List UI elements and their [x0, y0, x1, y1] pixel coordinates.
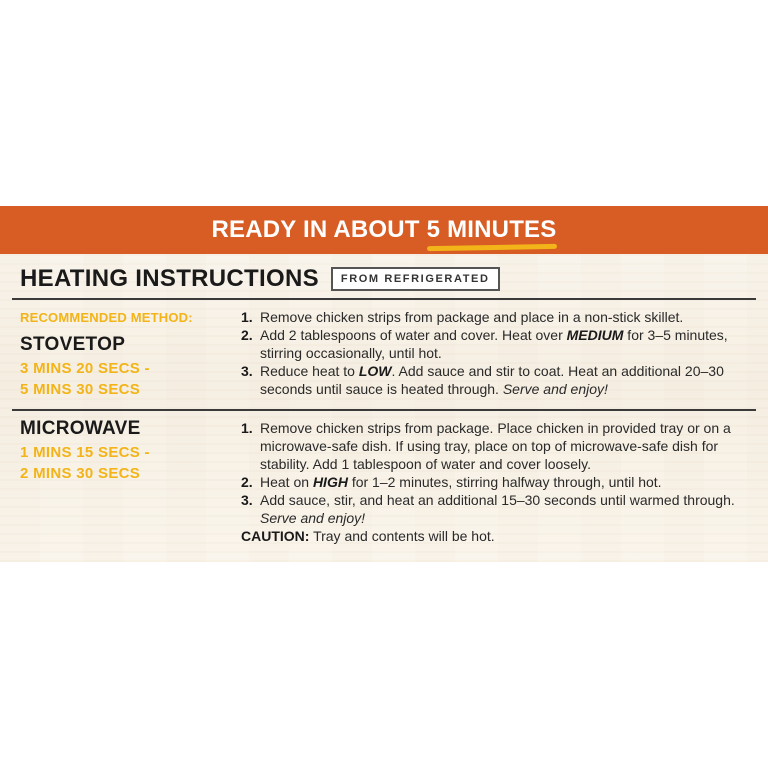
caution-note	[241, 527, 756, 545]
step-text-part: for 3–5 minutes, stirring occasionally, until hot.	[260, 327, 728, 361]
step-number: 2.	[241, 474, 253, 490]
step-text: Remove chicken strips from package. Place chicken in provided tray or on a microwave-safe dish. If using tray, place on top of microwave-safe dish for stability. Add 1 tablespoon of water and cover loosely.	[260, 420, 731, 472]
step-text	[260, 326, 756, 362]
stovetop-step-2	[241, 326, 756, 362]
step-text	[260, 491, 756, 527]
stovetop-method	[20, 310, 193, 400]
step-number: 1.	[241, 309, 253, 325]
step-text-part: Add 2 tablespoons of water and cover. Heat over	[260, 327, 567, 343]
step-text	[260, 473, 756, 491]
microwave-step-2	[241, 473, 756, 491]
microwave-step-3	[241, 491, 756, 527]
stovetop-step-1	[241, 308, 756, 326]
step-text-part: for 1–2 minutes, stirring halfway through, until hot.	[347, 474, 662, 490]
step-number: 3.	[241, 492, 253, 508]
step-text	[260, 362, 756, 398]
divider-middle	[12, 409, 756, 411]
step-text-part: . Add sauce and stir to coat. Heat an additional 20–30 seconds until sauce is heated through.	[260, 363, 724, 397]
heat-level-high: HIGH	[312, 474, 348, 490]
microwave-time-line2: 2 MINS 30 SECS	[20, 465, 141, 482]
microwave-step-1	[241, 419, 756, 473]
heat-level-low: LOW	[358, 363, 392, 379]
microwave-time-line1: 1 MINS 15 SECS -	[20, 444, 150, 461]
recommended-method-label: RECOMMENDED METHOD:	[20, 310, 193, 325]
microwave-title: MICROWAVE	[20, 418, 141, 439]
stovetop-title: STOVETOP	[20, 334, 126, 355]
serve-and-enjoy: Serve and enjoy!	[260, 510, 366, 526]
step-text: Remove chicken strips from package and place in a non-stick skillet.	[260, 309, 684, 325]
microwave-method	[20, 418, 150, 484]
step-text-part: Add sauce, stir, and heat an additional 15–30 seconds until warmed through.	[260, 492, 735, 508]
caution-label: CAUTION:	[241, 528, 310, 544]
step-text-part: Heat on	[260, 474, 313, 490]
banner-prefix: READY IN ABOUT	[211, 216, 420, 243]
heating-instructions-label	[0, 206, 768, 562]
step-number: 3.	[241, 363, 253, 379]
banner-highlight	[427, 216, 557, 244]
divider-top	[12, 298, 756, 300]
step-number: 2.	[241, 327, 253, 343]
banner-highlight-text: 5 MINUTES	[426, 216, 557, 243]
page-title: HEATING INSTRUCTIONS	[20, 265, 319, 292]
microwave-steps	[241, 419, 756, 545]
from-refrigerated-badge: FROM REFRIGERATED	[331, 267, 500, 291]
stovetop-time-line1: 3 MINS 20 SECS -	[20, 360, 150, 377]
caution-text: Tray and contents will be hot.	[309, 528, 495, 544]
heat-level-medium: MEDIUM	[566, 327, 624, 343]
stovetop-step-3	[241, 362, 756, 398]
ready-time-banner	[0, 206, 768, 254]
highlight-underline	[427, 244, 557, 251]
serve-and-enjoy: Serve and enjoy!	[502, 381, 608, 397]
step-text-part: Reduce heat to	[260, 363, 359, 379]
stovetop-time-line2: 5 MINS 30 SECS	[20, 381, 141, 398]
stovetop-steps	[241, 308, 756, 398]
step-number: 1.	[241, 420, 253, 436]
heading-row	[20, 264, 500, 294]
